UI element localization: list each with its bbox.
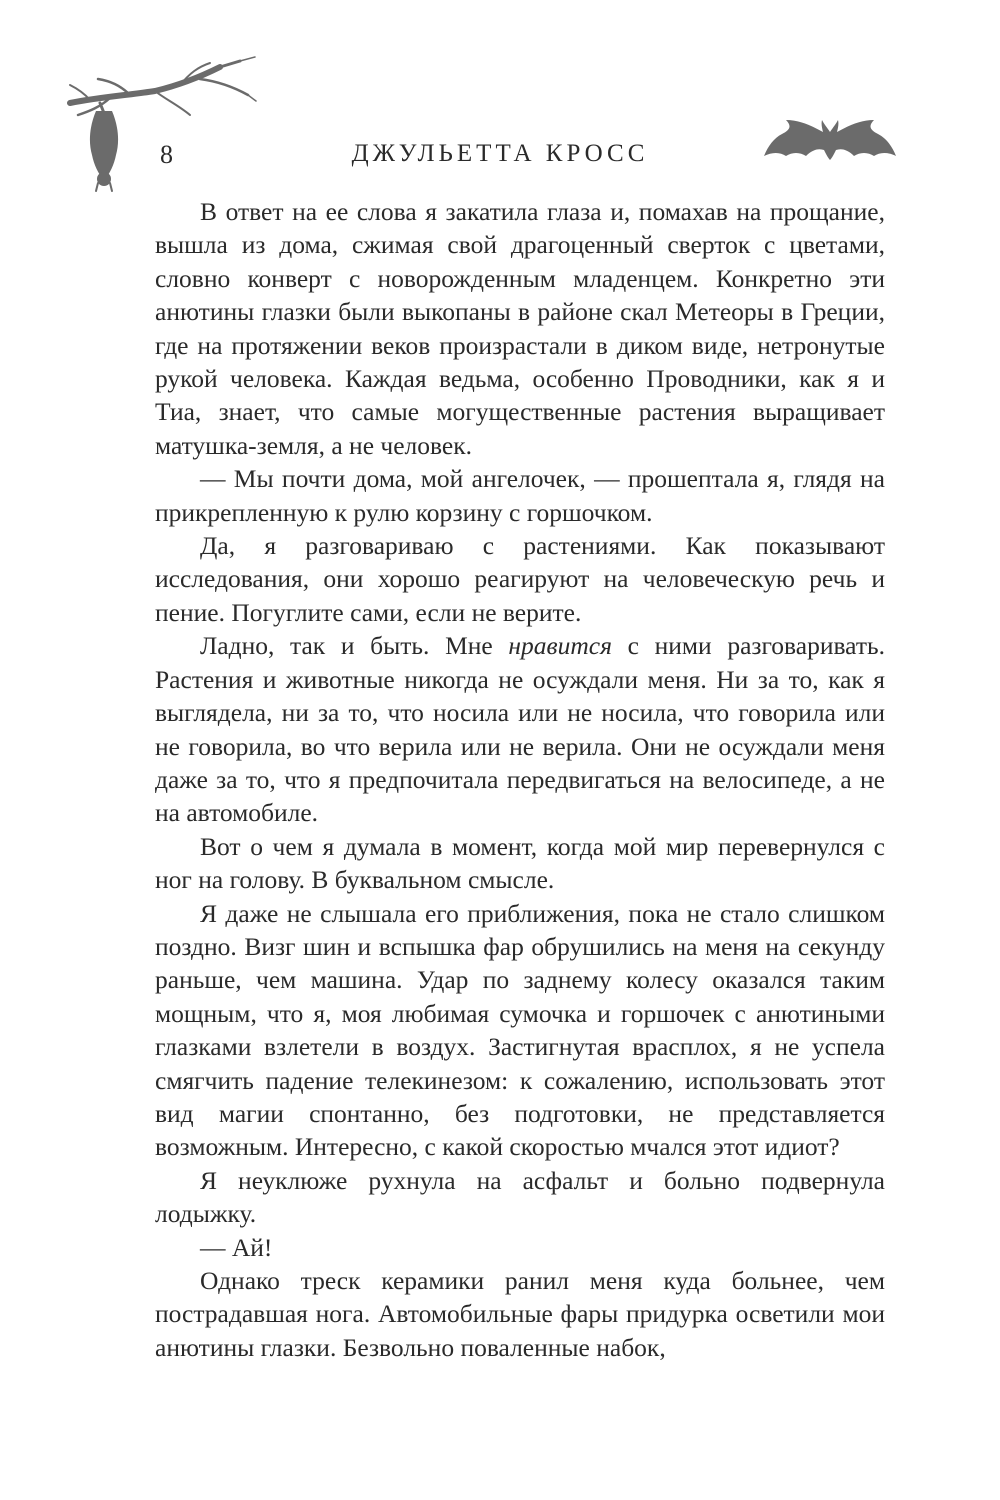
branch-with-hanging-bat-icon bbox=[60, 55, 260, 195]
paragraph: В ответ на ее слова я закатила глаза и, помахав на прощание, вышла из дома, сжимая свой драгоценный сверток с цветами, словно конверт с новорожденным младенцем. Конкретно эти анютины глазки были выкопаны в районе скал Метеоры в Греции, где на протяжении веков произрастали в диком виде, нетронутые рукой человека. Каждая ведьма, особенно Проводники, как я и Тиа, знает, что самые могущественные растения выращивает матушка-земля, а не человек. bbox=[155, 197, 885, 460]
paragraph: — Мы почти дома, мой ангелочек, — прошептала я, глядя на прикрепленную к рулю корзину с горшочком. bbox=[155, 464, 885, 527]
paragraph: — Ай! bbox=[200, 1232, 273, 1262]
page-number: 8 bbox=[160, 140, 173, 169]
paragraph: Я даже не слышала его приближения, пока не стало слишком поздно. Визг шин и вспышка фар обрушились на меня на секунду раньше, чем машина. Удар по заднему колесу оказался таким мощным, что я, моя любимая сумочка и горшочек с анютиными глазками взлетели в воздух. Застигнутая врасплох, я не успела смягчить падение телекинезом: к сожалению, использовать этот вид магии спонтанно, без подготовки, не представляется возможным. Интересно, с какой скоростью мчался этот идиот? bbox=[155, 898, 885, 1162]
paragraph-text: Ладно, так и быть. Мне bbox=[200, 631, 509, 661]
paragraph: Однако треск керамики ранил меня куда больнее, чем пострадавшая нога. Автомобильные фары придурка осветили мои анютины глазки. Безвольно поваленные набок, bbox=[155, 1266, 885, 1362]
paragraph: Да, я разговариваю с растениями. Как показывают исследования, они хорошо реагируют на человеческую речь и пение. Погуглите сами, если не верите. bbox=[155, 531, 885, 627]
paragraph bbox=[155, 629, 885, 829]
flying-bat-icon bbox=[760, 110, 900, 170]
running-title: ДЖУЛЬЕТТА КРОСС bbox=[351, 140, 649, 167]
body-text bbox=[155, 195, 885, 1364]
paragraph: Вот о чем я думала в момент, когда мой мир перевернулся с ног на голову. В буквальном смысле. bbox=[155, 831, 885, 895]
emphasis-text: нравится bbox=[508, 631, 612, 661]
page-header bbox=[0, 0, 1000, 200]
paragraph-text: с ними разговаривать. Растения и животные никогда не осуждали меня. Ни за то, как я выглядела, ни за то, что носила или не носила, что говорила или не говорила, во что верила или не верила. Они не осуждали меня даже за то, что я предпочитала передвигаться на велосипеде, а не на автомобиле. bbox=[155, 631, 885, 828]
paragraph: Я неуклюже рухнула на асфальт и больно подвернула лодыжку. bbox=[155, 1165, 885, 1229]
